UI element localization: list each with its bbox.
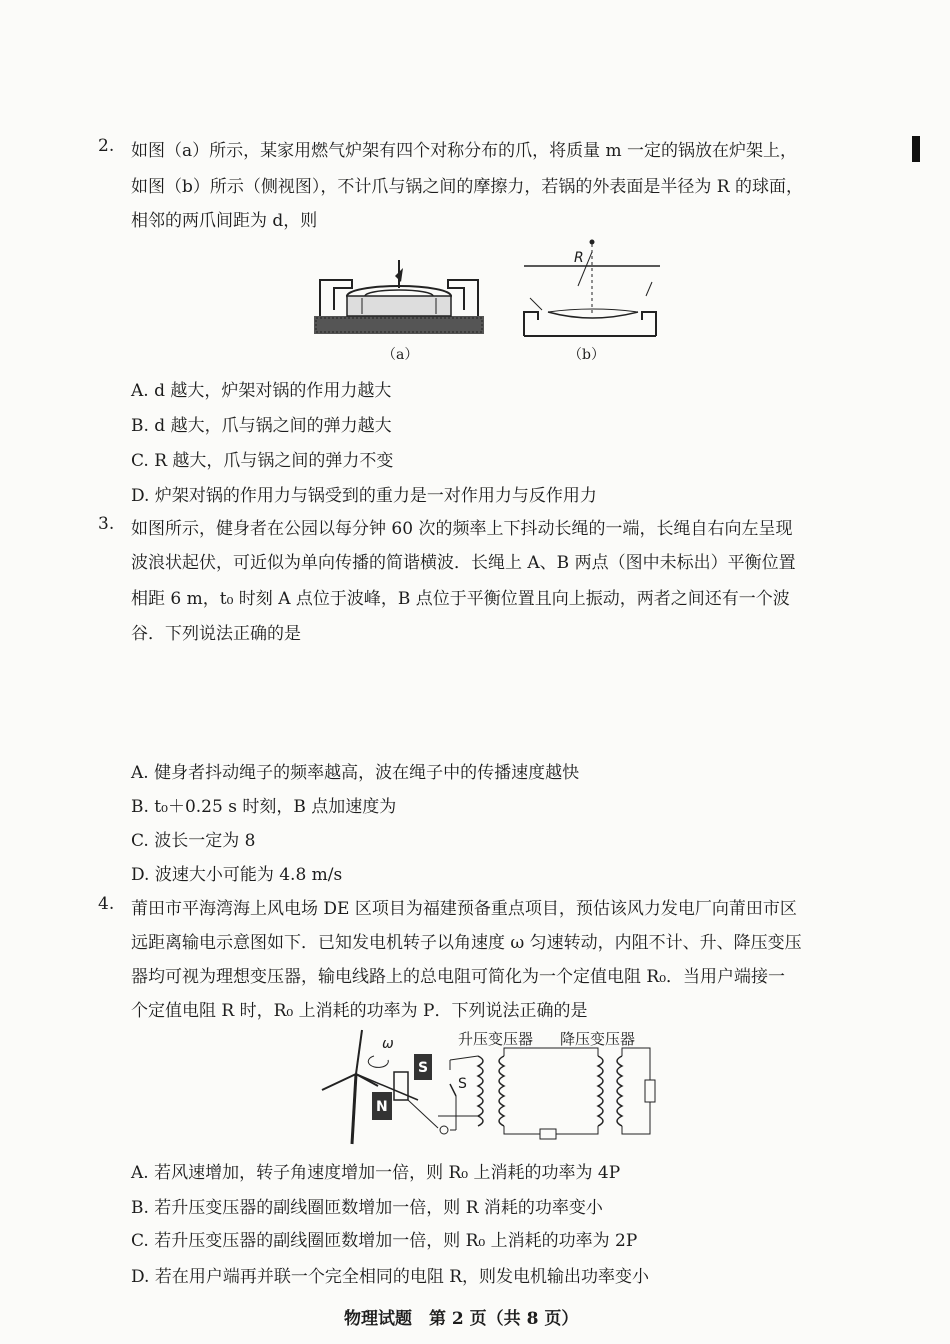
magnet-n-label: N [376, 1099, 388, 1115]
q2-option-c: C. R 越大，爪与锅之间的弹力不变 [131, 451, 394, 471]
q3-option-a: A. 健身者抖动绳子的频率越高，波在绳子中的传播速度越快 [131, 763, 580, 783]
q3-number: 3. [98, 514, 115, 534]
q2-stem-line-1: 如图（a）所示，某家用燃气炉架有四个对称分布的爪，将质量 m 一定的锅放在炉架上， [131, 141, 798, 161]
q2-option-a: A. d 越大，炉架对锅的作用力越大 [131, 381, 392, 401]
q3-option-d: D. 波速大小可能为 4.8 m/s [131, 865, 343, 885]
q3-option-c: C. 波长一定为 8 [131, 831, 256, 851]
q4-stem-line-4: 个定值电阻 R 时，R₀ 上消耗的功率为 P．下列说法正确的是 [131, 1001, 588, 1021]
q3-stem-line-1: 如图所示，健身者在公园以每分钟 60 次的频率上下抖动长绳的一端，长绳自右向左呈现 [131, 519, 793, 539]
q4-stem-line-1: 莆田市平海湾海上风电场 DE 区项目为福建预备重点项目，预估该风力发电厂向莆田市区 [131, 899, 797, 919]
step-down-transformer-label: 降压变压器 [560, 1030, 636, 1048]
q4-stem-line-3: 器均可视为理想变压器，输电线路上的总电阻可简化为一个定值电阻 R₀．当用户端接一 [131, 967, 786, 987]
page-footer: 物理试题 第 2 页（共 8 页） [344, 1309, 579, 1329]
q4-option-d: D. 若在用户端再并联一个完全相同的电阻 R，则发电机输出功率变小 [131, 1267, 650, 1287]
page-edge-mark [912, 136, 920, 162]
q2-number: 2. [98, 136, 115, 156]
q2-option-b: B. d 越大，爪与锅之间的弹力越大 [131, 416, 392, 436]
q3-stem-line-2: 波浪状起伏，可近似为单向传播的简谐横波．长绳上 A、B 两点（图中未标出）平衡位置 [131, 553, 796, 573]
q4-option-c: C. 若升压变压器的副线圈匝数增加一倍，则 R₀ 上消耗的功率为 2P [131, 1231, 638, 1251]
q2-option-d: D. 炉架对锅的作用力与锅受到的重力是一对作用力与反作用力 [131, 486, 597, 506]
q3-option-b: B. t₀＋0.25 s 时刻，B 点加速度为 [131, 797, 397, 817]
step-up-transformer-label: 升压变压器 [458, 1030, 534, 1048]
fig-b-label: （b） [568, 347, 605, 363]
fig-b-R-label: R [574, 250, 584, 266]
q4-option-a: A. 若风速增加，转子角速度增加一倍，则 R₀ 上消耗的功率为 4P [131, 1163, 621, 1183]
omega-label: ω [382, 1036, 394, 1052]
fig-a-label: （a） [382, 347, 419, 363]
switch-s-label: S [458, 1076, 467, 1092]
magnet-s-label: S [418, 1060, 429, 1076]
q3-stem-line-4: 谷．下列说法正确的是 [131, 624, 301, 644]
pot-side-view-figure-b [520, 238, 660, 338]
q4-number: 4. [98, 894, 115, 914]
q2-stem-line-2: 如图（b）所示（侧视图），不计爪与锅之间的摩擦力，若锅的外表面是半径为 R 的球面， [131, 177, 803, 197]
q4-option-b: B. 若升压变压器的副线圈匝数增加一倍，则 R 消耗的功率变小 [131, 1198, 603, 1218]
q4-stem-line-2: 远距离输电示意图如下．已知发电机转子以角速度 ω 匀速转动，内阻不计、升、降压变压 [131, 933, 802, 953]
q3-stem-line-3: 相距 6 m，t₀ 时刻 A 点位于波峰，B 点位于平衡位置且向上振动，两者之间还有一个波 [131, 589, 790, 609]
stove-figure-a [312, 258, 487, 338]
q2-stem-line-3: 相邻的两爪间距为 d，则 [131, 211, 318, 231]
